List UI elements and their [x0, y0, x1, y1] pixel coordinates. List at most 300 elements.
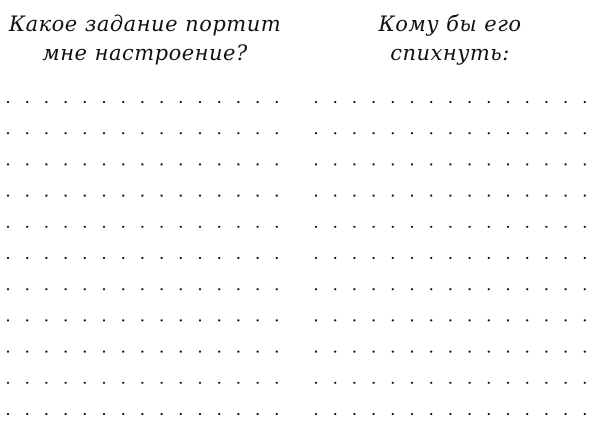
grid-dot	[141, 195, 143, 197]
grid-dot	[180, 101, 182, 103]
grid-dot	[65, 413, 67, 415]
grid-dot	[526, 132, 528, 134]
grid-dot	[392, 132, 394, 134]
grid-dot	[122, 163, 124, 165]
grid-dot	[373, 163, 375, 165]
right-dot-grid-writing-area[interactable]	[300, 0, 600, 440]
grid-dot	[469, 195, 471, 197]
grid-dot	[7, 163, 9, 165]
grid-dot	[45, 132, 47, 134]
grid-dot	[584, 288, 586, 290]
grid-dot	[545, 195, 547, 197]
grid-dot	[526, 195, 528, 197]
grid-dot	[26, 382, 28, 384]
grid-dot	[334, 163, 336, 165]
grid-dot	[373, 413, 375, 415]
grid-dot	[276, 132, 278, 134]
grid-dot	[315, 101, 317, 103]
grid-dot	[545, 226, 547, 228]
grid-dot	[449, 195, 451, 197]
grid-dot	[65, 257, 67, 259]
grid-dot	[488, 319, 490, 321]
grid-dot	[315, 226, 317, 228]
grid-dot	[315, 132, 317, 134]
grid-dot	[565, 351, 567, 353]
grid-dot	[449, 382, 451, 384]
grid-dot	[26, 195, 28, 197]
grid-dot	[84, 195, 86, 197]
grid-dot	[84, 226, 86, 228]
grid-dot	[122, 288, 124, 290]
grid-dot	[430, 132, 432, 134]
left-heading-line-1: Какое задание портит	[8, 12, 282, 36]
grid-dot	[122, 319, 124, 321]
grid-dot	[545, 413, 547, 415]
grid-dot	[122, 382, 124, 384]
grid-dot	[103, 101, 105, 103]
grid-dot	[84, 413, 86, 415]
grid-dot	[545, 132, 547, 134]
grid-dot	[199, 351, 201, 353]
grid-dot	[430, 101, 432, 103]
grid-dot	[411, 195, 413, 197]
grid-dot	[257, 132, 259, 134]
grid-dot	[257, 319, 259, 321]
grid-dot	[392, 257, 394, 259]
grid-dot	[122, 351, 124, 353]
grid-dot	[373, 195, 375, 197]
grid-dot	[449, 351, 451, 353]
grid-dot	[507, 101, 509, 103]
grid-dot	[526, 288, 528, 290]
grid-dot	[199, 288, 201, 290]
grid-dot	[392, 163, 394, 165]
grid-dot	[469, 319, 471, 321]
grid-dot	[65, 351, 67, 353]
grid-dot	[526, 382, 528, 384]
grid-dot	[392, 413, 394, 415]
grid-dot	[449, 288, 451, 290]
grid-dot	[161, 226, 163, 228]
grid-dot	[526, 257, 528, 259]
grid-dot	[334, 413, 336, 415]
grid-dot	[45, 413, 47, 415]
grid-dot	[584, 413, 586, 415]
grid-dot	[122, 257, 124, 259]
grid-dot	[237, 288, 239, 290]
grid-dot	[103, 413, 105, 415]
grid-dot	[180, 319, 182, 321]
grid-dot	[334, 195, 336, 197]
grid-dot	[103, 257, 105, 259]
grid-dot	[469, 351, 471, 353]
grid-dot	[469, 132, 471, 134]
grid-dot	[584, 195, 586, 197]
grid-dot	[45, 257, 47, 259]
grid-dot	[315, 382, 317, 384]
grid-dot	[584, 351, 586, 353]
grid-dot	[26, 163, 28, 165]
grid-dot	[276, 288, 278, 290]
grid-dot	[161, 319, 163, 321]
grid-dot	[180, 288, 182, 290]
grid-dot	[199, 195, 201, 197]
grid-dot	[103, 351, 105, 353]
grid-dot	[103, 132, 105, 134]
grid-dot	[199, 226, 201, 228]
grid-dot	[392, 319, 394, 321]
grid-dot	[45, 382, 47, 384]
grid-dot	[84, 288, 86, 290]
grid-dot	[488, 288, 490, 290]
grid-dot	[199, 257, 201, 259]
grid-dot	[373, 257, 375, 259]
grid-dot	[84, 319, 86, 321]
grid-dot	[507, 163, 509, 165]
grid-dot	[65, 319, 67, 321]
grid-dot	[26, 413, 28, 415]
grid-dot	[7, 195, 9, 197]
grid-dot	[276, 163, 278, 165]
grid-dot	[507, 288, 509, 290]
grid-dot	[161, 351, 163, 353]
grid-dot	[237, 257, 239, 259]
grid-dot	[257, 413, 259, 415]
grid-dot	[65, 101, 67, 103]
grid-dot	[7, 288, 9, 290]
grid-dot	[334, 101, 336, 103]
left-dot-grid-writing-area[interactable]	[0, 0, 290, 440]
grid-dot	[7, 132, 9, 134]
grid-dot	[507, 226, 509, 228]
grid-dot	[373, 288, 375, 290]
grid-dot	[507, 382, 509, 384]
grid-dot	[45, 195, 47, 197]
grid-dot	[141, 382, 143, 384]
grid-dot	[257, 351, 259, 353]
grid-dot	[7, 413, 9, 415]
grid-dot	[237, 101, 239, 103]
grid-dot	[411, 163, 413, 165]
grid-dot	[141, 319, 143, 321]
grid-dot	[276, 351, 278, 353]
grid-dot	[469, 382, 471, 384]
grid-dot	[45, 101, 47, 103]
grid-dot	[565, 226, 567, 228]
grid-dot	[103, 195, 105, 197]
grid-dot	[507, 351, 509, 353]
grid-dot	[526, 163, 528, 165]
grid-dot	[526, 226, 528, 228]
grid-dot	[488, 101, 490, 103]
grid-dot	[392, 195, 394, 197]
grid-dot	[449, 257, 451, 259]
grid-dot	[334, 132, 336, 134]
grid-dot	[353, 319, 355, 321]
grid-dot	[469, 163, 471, 165]
left-heading-line-2: мне настроение?	[42, 41, 248, 65]
grid-dot	[103, 163, 105, 165]
grid-dot	[584, 163, 586, 165]
grid-dot	[276, 319, 278, 321]
grid-dot	[526, 413, 528, 415]
grid-dot	[411, 101, 413, 103]
grid-dot	[334, 319, 336, 321]
grid-dot	[526, 351, 528, 353]
grid-dot	[565, 319, 567, 321]
grid-dot	[449, 226, 451, 228]
grid-dot	[373, 351, 375, 353]
grid-dot	[545, 288, 547, 290]
grid-dot	[315, 288, 317, 290]
right-column	[300, 0, 600, 440]
grid-dot	[430, 195, 432, 197]
grid-dot	[392, 351, 394, 353]
grid-dot	[507, 319, 509, 321]
grid-dot	[449, 132, 451, 134]
grid-dot	[488, 351, 490, 353]
grid-dot	[65, 163, 67, 165]
grid-dot	[237, 226, 239, 228]
grid-dot	[373, 132, 375, 134]
grid-dot	[180, 351, 182, 353]
grid-dot	[488, 413, 490, 415]
grid-dot	[565, 195, 567, 197]
grid-dot	[237, 132, 239, 134]
grid-dot	[26, 132, 28, 134]
grid-dot	[7, 351, 9, 353]
grid-dot	[199, 132, 201, 134]
grid-dot	[488, 226, 490, 228]
grid-dot	[103, 319, 105, 321]
grid-dot	[141, 288, 143, 290]
grid-dot	[315, 319, 317, 321]
grid-dot	[565, 101, 567, 103]
grid-dot	[584, 257, 586, 259]
grid-dot	[584, 132, 586, 134]
grid-dot	[507, 195, 509, 197]
grid-dot	[526, 319, 528, 321]
grid-dot	[141, 132, 143, 134]
grid-dot	[334, 382, 336, 384]
grid-dot	[334, 351, 336, 353]
grid-dot	[161, 132, 163, 134]
grid-dot	[84, 163, 86, 165]
grid-dot	[257, 257, 259, 259]
grid-dot	[45, 351, 47, 353]
grid-dot	[353, 351, 355, 353]
grid-dot	[584, 382, 586, 384]
grid-dot	[45, 226, 47, 228]
grid-dot	[449, 163, 451, 165]
grid-dot	[7, 101, 9, 103]
grid-dot	[430, 288, 432, 290]
left-column	[0, 0, 290, 440]
grid-dot	[65, 226, 67, 228]
grid-dot	[276, 101, 278, 103]
grid-dot	[237, 382, 239, 384]
grid-dot	[218, 382, 220, 384]
grid-dot	[276, 226, 278, 228]
grid-dot	[469, 101, 471, 103]
grid-dot	[199, 163, 201, 165]
grid-dot	[315, 413, 317, 415]
grid-dot	[449, 101, 451, 103]
grid-dot	[488, 382, 490, 384]
grid-dot	[565, 132, 567, 134]
grid-dot	[469, 288, 471, 290]
grid-dot	[237, 195, 239, 197]
grid-dot	[545, 351, 547, 353]
grid-dot	[161, 101, 163, 103]
grid-dot	[199, 382, 201, 384]
grid-dot	[161, 288, 163, 290]
grid-dot	[199, 101, 201, 103]
grid-dot	[373, 226, 375, 228]
grid-dot	[237, 413, 239, 415]
grid-dot	[545, 101, 547, 103]
grid-dot	[430, 257, 432, 259]
grid-dot	[199, 319, 201, 321]
grid-dot	[103, 288, 105, 290]
grid-dot	[199, 413, 201, 415]
grid-dot	[565, 382, 567, 384]
grid-dot	[353, 226, 355, 228]
grid-dot	[218, 101, 220, 103]
grid-dot	[122, 226, 124, 228]
grid-dot	[411, 132, 413, 134]
grid-dot	[103, 226, 105, 228]
grid-dot	[65, 132, 67, 134]
grid-dot	[103, 382, 105, 384]
grid-dot	[65, 288, 67, 290]
grid-dot	[565, 288, 567, 290]
grid-dot	[469, 413, 471, 415]
grid-dot	[161, 257, 163, 259]
grid-dot	[141, 226, 143, 228]
grid-dot	[334, 226, 336, 228]
grid-dot	[65, 382, 67, 384]
grid-dot	[488, 163, 490, 165]
grid-dot	[507, 257, 509, 259]
grid-dot	[218, 226, 220, 228]
grid-dot	[218, 319, 220, 321]
grid-dot	[122, 132, 124, 134]
grid-dot	[180, 163, 182, 165]
grid-dot	[545, 257, 547, 259]
grid-dot	[430, 382, 432, 384]
grid-dot	[334, 288, 336, 290]
grid-dot	[141, 413, 143, 415]
grid-dot	[161, 382, 163, 384]
grid-dot	[353, 382, 355, 384]
grid-dot	[26, 226, 28, 228]
grid-dot	[218, 257, 220, 259]
grid-dot	[315, 351, 317, 353]
grid-dot	[122, 413, 124, 415]
grid-dot	[353, 132, 355, 134]
grid-dot	[430, 413, 432, 415]
grid-dot	[488, 257, 490, 259]
grid-dot	[180, 257, 182, 259]
grid-dot	[353, 288, 355, 290]
grid-dot	[565, 257, 567, 259]
grid-dot	[315, 163, 317, 165]
grid-dot	[141, 257, 143, 259]
grid-dot	[237, 163, 239, 165]
grid-dot	[315, 257, 317, 259]
grid-dot	[430, 351, 432, 353]
grid-dot	[26, 351, 28, 353]
grid-dot	[507, 132, 509, 134]
grid-dot	[257, 195, 259, 197]
grid-dot	[392, 226, 394, 228]
grid-dot	[411, 226, 413, 228]
grid-dot	[180, 413, 182, 415]
grid-dot	[26, 288, 28, 290]
grid-dot	[218, 132, 220, 134]
grid-dot	[373, 101, 375, 103]
grid-dot	[411, 288, 413, 290]
grid-dot	[180, 226, 182, 228]
grid-dot	[334, 257, 336, 259]
grid-dot	[411, 382, 413, 384]
grid-dot	[257, 382, 259, 384]
grid-dot	[315, 195, 317, 197]
grid-dot	[392, 288, 394, 290]
grid-dot	[180, 195, 182, 197]
grid-dot	[353, 413, 355, 415]
grid-dot	[392, 101, 394, 103]
grid-dot	[26, 101, 28, 103]
grid-dot	[353, 195, 355, 197]
grid-dot	[218, 288, 220, 290]
grid-dot	[7, 257, 9, 259]
grid-dot	[430, 226, 432, 228]
grid-dot	[276, 257, 278, 259]
grid-dot	[449, 319, 451, 321]
grid-dot	[161, 163, 163, 165]
grid-dot	[84, 351, 86, 353]
grid-dot	[469, 257, 471, 259]
grid-dot	[584, 319, 586, 321]
grid-dot	[373, 319, 375, 321]
grid-dot	[353, 163, 355, 165]
grid-dot	[65, 195, 67, 197]
grid-dot	[84, 257, 86, 259]
grid-dot	[488, 195, 490, 197]
grid-dot	[141, 101, 143, 103]
grid-dot	[122, 101, 124, 103]
grid-dot	[411, 351, 413, 353]
grid-dot	[545, 163, 547, 165]
grid-dot	[257, 288, 259, 290]
grid-dot	[45, 163, 47, 165]
grid-dot	[392, 382, 394, 384]
grid-dot	[45, 319, 47, 321]
grid-dot	[84, 101, 86, 103]
grid-dot	[584, 226, 586, 228]
grid-dot	[488, 132, 490, 134]
grid-dot	[218, 413, 220, 415]
grid-dot	[584, 101, 586, 103]
grid-dot	[7, 226, 9, 228]
grid-dot	[411, 257, 413, 259]
grid-dot	[526, 101, 528, 103]
grid-dot	[7, 319, 9, 321]
grid-dot	[565, 163, 567, 165]
grid-dot	[84, 382, 86, 384]
